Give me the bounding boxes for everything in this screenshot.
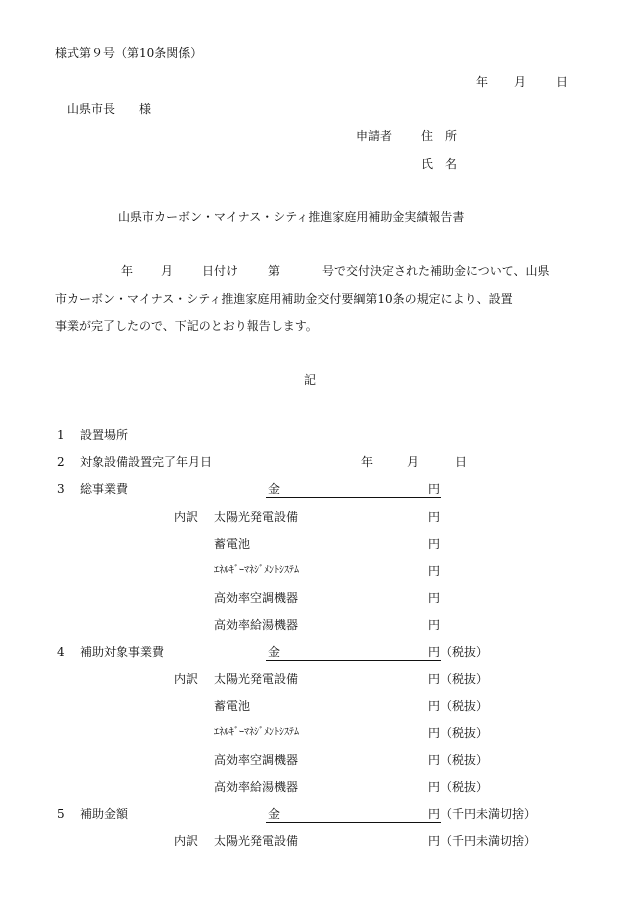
applicant-name-label: 氏 名 (421, 157, 458, 171)
item-3-equipment-3: ｴﾈﾙｷﾞｰﾏﾈｼﾞﾒﾝﾄｼｽﾃﾑ (214, 565, 299, 576)
body-line2: 市カーボン・マイナス・シティ推進家庭用補助金交付要綱第10条の規定により、設置 (55, 292, 513, 306)
body-number-prefix: 第 (268, 264, 281, 278)
item-5-yen: 円（千円未満切捨） (428, 807, 537, 821)
item-4-equipment-3: ｴﾈﾙｷﾞｰﾏﾈｼﾞﾒﾝﾄｼｽﾃﾑ (214, 727, 299, 738)
item-4-equipment-1-yen: 円（税抜） (428, 672, 489, 686)
item-3-number: 3 (57, 482, 65, 496)
item-4-label: 補助対象事業費 (80, 645, 165, 659)
item-3-equipment-1-yen: 円 (428, 510, 441, 524)
item-3-breakdown-label: 内訳 (174, 510, 199, 524)
item-4-amount-underline (266, 660, 441, 661)
item-3-equipment-2-yen: 円 (428, 537, 441, 551)
note-heading: 記 (304, 373, 317, 387)
body-line3: 事業が完了したので、下記のとおり報告します。 (55, 319, 318, 333)
item-3-equipment-4-yen: 円 (428, 591, 441, 605)
date-day: 日 (556, 75, 569, 89)
item-3-equipment-5: 高効率給湯機器 (214, 618, 299, 632)
form-number: 様式第９号（第10条関係） (55, 46, 203, 60)
item-4-equipment-4-yen: 円（税抜） (428, 753, 489, 767)
date-month: 月 (514, 75, 527, 89)
item-5-number: 5 (57, 807, 65, 821)
item-3-equipment-1: 太陽光発電設備 (214, 510, 299, 524)
body-year: 年 (121, 264, 134, 278)
item-3-equipment-5-yen: 円 (428, 618, 441, 632)
body-dated: 日付け (202, 264, 239, 278)
item-3-equipment-4: 高効率空調機器 (214, 591, 299, 605)
item-1-label: 設置場所 (80, 428, 129, 442)
addressee: 山県市長 様 (67, 102, 152, 116)
item-4-kin: 金 (268, 645, 281, 659)
item-4-number: 4 (57, 645, 65, 659)
item-4-equipment-2: 蓄電池 (214, 699, 251, 713)
item-3-amount-underline (266, 497, 441, 498)
item-5-label: 補助金額 (80, 807, 129, 821)
item-5-amount-underline (266, 822, 441, 823)
item-3-equipment-3-yen: 円 (428, 564, 441, 578)
item-5-kin: 金 (268, 807, 281, 821)
item-2-month: 月 (407, 455, 420, 469)
item-4-equipment-5-yen: 円（税抜） (428, 780, 489, 794)
item-1-number: 1 (57, 428, 65, 442)
item-5-equipment-1-yen: 円（千円未満切捨） (428, 834, 537, 848)
item-3-equipment-2: 蓄電池 (214, 537, 251, 551)
document-title: 山県市カーボン・マイナス・シティ推進家庭用補助金実績報告書 (118, 210, 465, 224)
item-2-day: 日 (455, 455, 468, 469)
date-year: 年 (476, 75, 489, 89)
body-line1-rest: 号で交付決定された補助金について、山県 (322, 264, 550, 278)
item-2-label: 対象設備設置完了年月日 (80, 455, 213, 469)
applicant-role: 申請者 (356, 129, 393, 143)
item-2-year: 年 (361, 455, 374, 469)
item-4-equipment-3-yen: 円（税抜） (428, 726, 489, 740)
item-5-breakdown-label: 内訳 (174, 834, 199, 848)
item-4-equipment-1: 太陽光発電設備 (214, 672, 299, 686)
item-4-yen: 円（税抜） (428, 645, 489, 659)
applicant-address-label: 住 所 (421, 129, 458, 143)
item-4-equipment-2-yen: 円（税抜） (428, 699, 489, 713)
item-4-equipment-4: 高効率空調機器 (214, 753, 299, 767)
body-month: 月 (161, 264, 174, 278)
item-5-equipment-1: 太陽光発電設備 (214, 834, 299, 848)
item-3-label: 総事業費 (80, 482, 129, 496)
item-4-breakdown-label: 内訳 (174, 672, 199, 686)
item-4-equipment-5: 高効率給湯機器 (214, 780, 299, 794)
item-3-kin: 金 (268, 482, 281, 496)
item-3-yen: 円 (428, 482, 441, 496)
item-2-number: 2 (57, 455, 65, 469)
